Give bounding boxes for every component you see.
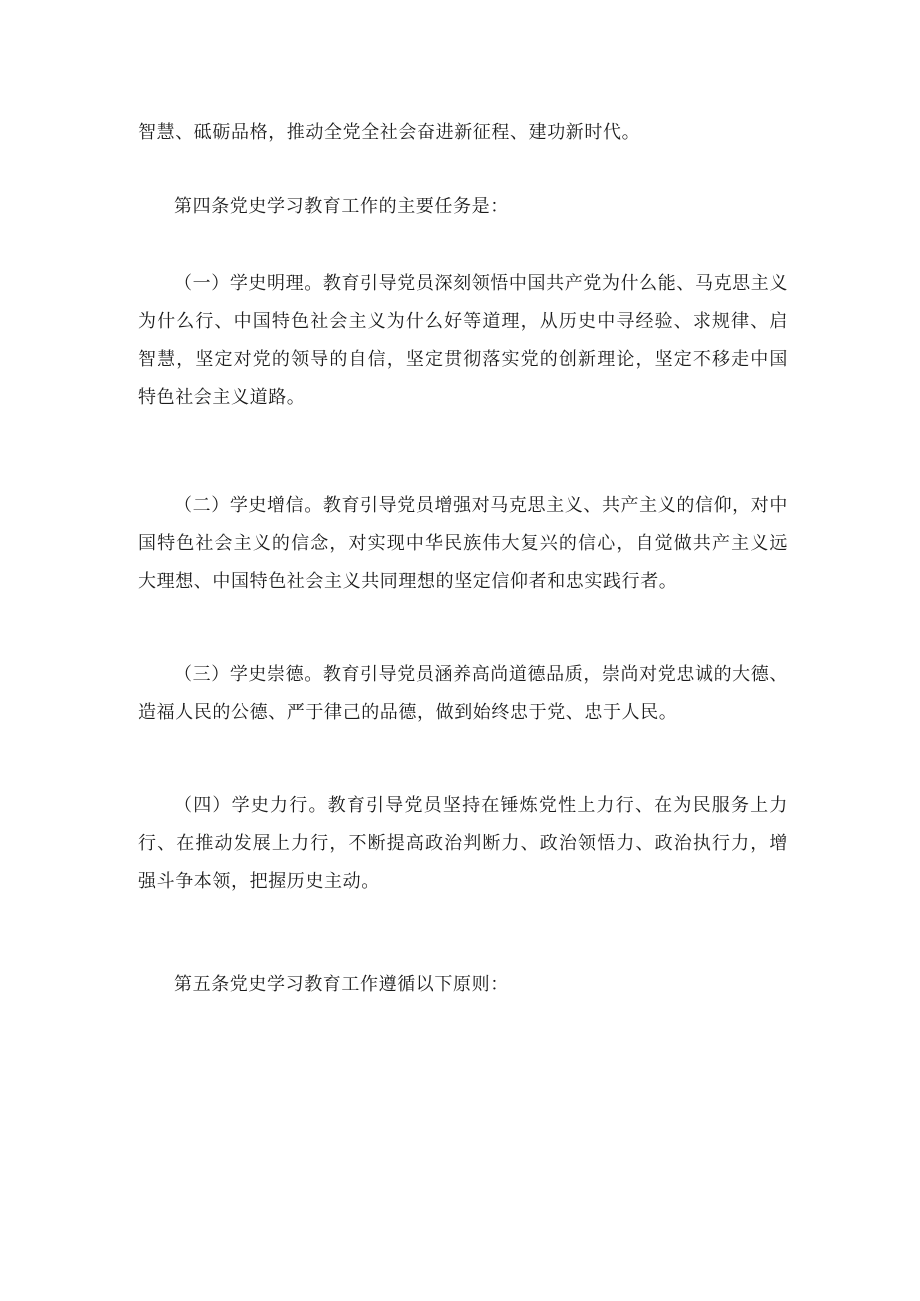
paragraph-task-two: （二）学史增信。教育引导党员增强对马克思主义、共产主义的信仰，对中国特色社会主义的信念，对实现中华民族伟大复兴的信心，自觉做共产主义远大理想、中国特色社会主义共同理想的坚定信仰者和忠实践行者。 bbox=[138, 495, 788, 592]
paragraph-task-four: （四）学史力行。教育引导党员坚持在锤炼党性上力行、在为民服务上力行、在推动发展上力行，不断提高政治判断力、政治领悟力、政治执行力，增强斗争本领，把握历史主动。 bbox=[138, 795, 788, 892]
paragraph-article-four-heading: 第四条党史学习教育工作的主要任务是： bbox=[174, 196, 509, 217]
paragraph-task-one: （一）学史明理。教育引导党员深刻领悟中国共产党为什么能、马克思主义为什么行、中国特色社会主义为什么好等道理，从历史中寻经验、求规律、启智慧，坚定对党的领导的自信，坚定贯彻落实党的创新理论，坚定不移走中国特色社会主义道路。 bbox=[138, 273, 788, 408]
paragraph-task-three: （三）学史崇德。教育引导党员涵养高尚道德品质，崇尚对党忠诚的大德、造福人民的公德、严于律己的品德，做到始终忠于党、忠于人民。 bbox=[138, 664, 788, 723]
paragraph-continuation: 智慧、砥砺品格，推动全党全社会奋进新征程、建功新时代。 bbox=[138, 122, 641, 143]
paragraph-article-five-heading: 第五条党史学习教育工作遵循以下原则： bbox=[174, 974, 509, 995]
